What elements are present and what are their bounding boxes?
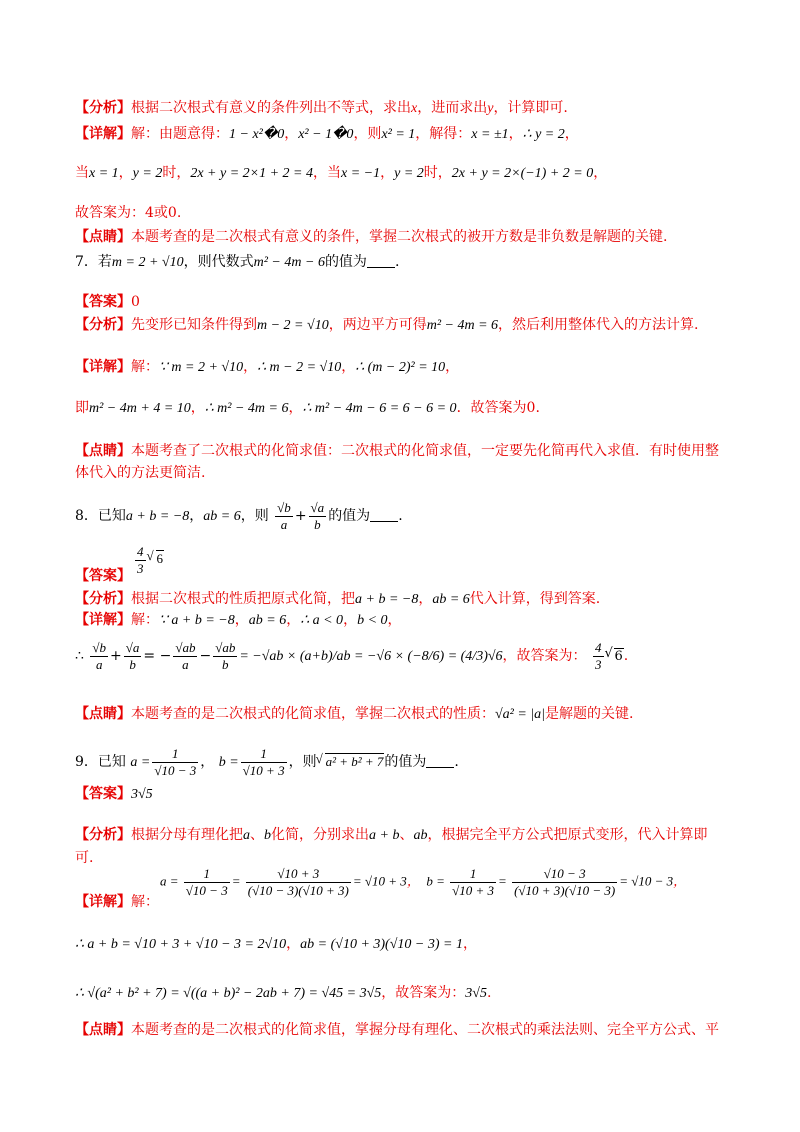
math-ab: ab xyxy=(413,828,428,843)
detail-solve: ，解得： xyxy=(415,126,472,142)
p8-detail: 【详解】解：∵ a + b = −8，ab = 6，∴ a < 0，b < 0， xyxy=(75,612,402,628)
detail-tag: 【详解】 xyxy=(75,612,131,628)
detail-text: 解： xyxy=(131,359,159,375)
math-step1: ∵ m = 2 + √10 xyxy=(159,360,244,375)
math-abs-property: √a² = |a| xyxy=(495,707,546,722)
case1-result: 2x + y = 2×1 + 2 = 4 xyxy=(190,166,314,181)
p8-answer-value xyxy=(133,544,164,577)
question-then: ，则 xyxy=(240,508,269,524)
insight-text: 本题考查的是二次根式的化简求值，掌握分母有理化、二次根式的乘法法则、完全平方公式、平 xyxy=(131,1022,719,1038)
math-step6: ∴ m² − 4m − 6 = 6 − 6 = 0 xyxy=(302,401,457,416)
analysis-mid: ，两边平方可得 xyxy=(328,317,427,333)
rb-frac2: $\frac{√10 - 3}{(√10 + 3)(√10 - 3)}$ xyxy=(514,866,616,898)
p9-question: 9．已知 a = $\frac{1}{√10 - 3}$ ， b = $\frac{1}{√10 + 3}$ ，则√ a² + b² + 7的值为 . xyxy=(75,742,459,783)
sqrt-b-over-a: $\frac{√b}{a}$ xyxy=(277,499,291,532)
frac-a: $\frac{1}{√10 - 3}$ xyxy=(154,745,197,778)
case1-y: y = 2 xyxy=(132,166,163,181)
answer-blank xyxy=(370,507,398,522)
p6-answer-line: 故答案为：4或0. xyxy=(75,205,182,221)
analysis-text-3: ，根据完全平方公式把原式变形，代入计算即 xyxy=(427,827,708,843)
analysis-tag: 【分析】 xyxy=(75,100,131,116)
math-prod-line: ab = (√10 + 3)(√10 − 3) = 1 xyxy=(300,937,463,952)
math-cond2: x² − 1�0 xyxy=(298,127,354,142)
p9-detail xyxy=(75,870,159,910)
detail-then: ，则 xyxy=(353,126,382,142)
math-step4: m² − 4m + 4 = 10 xyxy=(89,401,191,416)
answer-frac xyxy=(135,544,146,577)
question-end: 的值为 xyxy=(324,254,367,270)
math-x: x xyxy=(411,101,418,116)
case1-x: x = 1 xyxy=(89,166,119,181)
math-b: b xyxy=(264,828,271,843)
answer-tag: 【答案】 xyxy=(75,786,131,802)
math-b-eq: b = xyxy=(218,755,239,770)
p7-detail: 【详解】解：∵ m = 2 + √10，∴ m − 2 = √10，∴ (m − 2)² = 10， xyxy=(75,359,460,375)
insight-text: 本题考查的是二次根式有意义的条件，掌握二次根式的被开方数是非负数是解题的关键. xyxy=(131,229,668,245)
analysis-text-2: 化简，分别求出 xyxy=(271,827,369,843)
case1-shi: 时， xyxy=(162,165,191,181)
insight-tag: 【点睛】 xyxy=(75,706,131,722)
math-sum: a + b = −8 xyxy=(125,509,190,524)
math-sum: a + b = −8 xyxy=(355,592,419,607)
calc-answer-text: ，故答案为： xyxy=(502,648,587,664)
math-a-eq: a = xyxy=(130,755,151,770)
question-end: 的值为 xyxy=(384,754,427,770)
case2-when: 当 xyxy=(327,165,342,181)
math-m-def: m = 2 + √10 xyxy=(111,255,184,270)
p7-analysis xyxy=(75,315,698,336)
question-period: . xyxy=(398,508,403,524)
analysis-tag: 【分析】 xyxy=(75,591,131,607)
analysis-mid: ，进而求出 xyxy=(417,100,488,116)
answer-tag: 【答案】 xyxy=(75,568,131,584)
insight-text-1: 本题考查了二次根式的化简求值：二次根式的化简求值，一定要先化简再代入求值．有时使用整 xyxy=(131,443,719,459)
math-step5: ∴ m² − 4m = 6 xyxy=(204,401,289,416)
question-number: 7．若 xyxy=(75,254,112,270)
ra-frac2: $\frac{√10 + 3}{(√10 - 3)(√10 + 3)}$ xyxy=(247,866,349,898)
answer-den: 3 xyxy=(137,561,144,576)
calc-sqrt-a-b: $\frac{√a}{b}$ xyxy=(125,639,140,672)
case2-x: x = −1 xyxy=(341,166,381,181)
math-a-plus-b: a + b xyxy=(369,828,400,843)
p9-final: ∴ √(a² + b² + 7) = √((a + b)² − 2ab + 7) = √45 = 3√5，故答案为：3√5. xyxy=(75,985,492,1001)
math-step3: ∴ a < 0 xyxy=(300,613,344,628)
p8-calc: ∴ $\frac{√b}{a}$ + $\frac{√a}{b}$ = − $\frac{√ab}{a}$ − $\frac{√ab}{b}$ = −√ab × (a+b)/ab = −√6 × (−8/6) = (4/3)√6，故答案为： $\frac{4}{3}$ √ 6. xyxy=(75,636,628,677)
p8-question: 8．已知a + b = −8，ab = 6，则 $\frac{√b}{a}$ + $\frac{√a}{b}$ 的值为 . xyxy=(75,499,403,532)
analysis-sep-2: 、 xyxy=(399,827,414,843)
p6-insight-line xyxy=(75,227,667,247)
case2-result: 2x + y = 2×(−1) + 2 = 0 xyxy=(451,166,594,181)
final-answer-value: 3√5 xyxy=(465,986,487,1001)
math-xval: x = ±1 xyxy=(471,127,509,142)
answer-value: 0 xyxy=(131,294,140,310)
final-answer-text: ，故答案为： xyxy=(381,985,466,1001)
p8-answer xyxy=(75,550,131,584)
p6-analysis-line xyxy=(75,98,568,119)
math-m-minus-2: m − 2 = √10 xyxy=(257,318,329,333)
answer-radical: √ 6 xyxy=(156,550,165,567)
math-y: y xyxy=(487,101,494,116)
answer-num: 4 xyxy=(137,544,144,559)
p7-detail2: 即m² − 4m + 4 = 10，∴ m² − 4m = 6，∴ m² − 4m − 6 = 6 − 6 = 0．故答案为0. xyxy=(75,400,540,416)
p6-case-line: 当x = 1，y = 2时，2x + y = 2×1 + 2 = 4，当x = −1，y = 2时，2x + y = 2×(−1) + 2 = 0， xyxy=(75,165,608,181)
question-end: 的值为 xyxy=(328,508,371,524)
question-number: 8．已知 xyxy=(75,508,126,524)
math-prod: ab = 6 xyxy=(203,509,241,524)
p6-detail-line: 【详解】解：由题意得：1 − x²�0，x² − 1�0，则x² = 1，解得：x = ±1，∴ y = 2， xyxy=(75,126,579,142)
analysis-text-4: 可. xyxy=(75,850,94,866)
analysis-text: 根据二次根式的性质把原式化简，把 xyxy=(131,591,355,607)
insight-text-1: 本题考查的是二次根式的化简求值，掌握二次根式的性质： xyxy=(131,706,495,722)
analysis-text-1: 根据分母有理化把 xyxy=(131,827,243,843)
answer-tag: 【答案】 xyxy=(75,294,131,310)
calc-frac2: $\frac{√ab}{b}$ xyxy=(215,639,236,672)
calc-equation: = −√ab × (a+b)/ab = −√6 × (−8/6) = (4/3)√6 xyxy=(239,649,503,664)
analysis-end: 代入计算，得到答案. xyxy=(469,591,601,607)
detail-text: 解： xyxy=(131,612,159,628)
sqrt-a-over-b: $\frac{√a}{b}$ xyxy=(310,499,325,532)
answer-blank xyxy=(367,253,395,268)
detail-tag: 【详解】 xyxy=(75,126,131,142)
math-square: m² − 4m = 6 xyxy=(426,318,499,333)
p9-analysis xyxy=(75,824,735,869)
insight-tag: 【点睛】 xyxy=(75,1022,131,1038)
sqrt-expr: √ a² + b² + 7 xyxy=(325,753,385,770)
p9-rationalize: a = $\frac{1}{√10 - 3}$ = $\frac{√10 + 3}{(√10 - 3)(√10 + 3)}$ = √10 + 3， b = $\frac{1}{√10 + 3}$ = $\frac{√10 - 3}{(√10 + 3)(√10 - 3)}$ = √10 − 3， xyxy=(160,866,687,898)
detail-tag: 【详解】 xyxy=(75,359,131,375)
p7-answer xyxy=(75,292,140,312)
math-sum-line: ∴ a + b = √10 + 3 + √10 − 3 = 2√10 xyxy=(75,937,287,952)
question-then: ，则 xyxy=(288,754,317,770)
p7-insight xyxy=(75,440,735,484)
math-cond1: 1 − x²�0 xyxy=(229,127,285,142)
math-x2: x² = 1 xyxy=(381,127,416,142)
calc-sqrt-b-a: $\frac{√b}{a}$ xyxy=(92,639,107,672)
math-step3: ∴ (m − 2)² = 10 xyxy=(355,360,446,375)
insight-tag: 【点睛】 xyxy=(75,443,131,459)
detail-end: ．故答案为0. xyxy=(456,400,540,416)
math-a: a xyxy=(243,828,250,843)
rb-frac1: $\frac{1}{√10 + 3}$ xyxy=(452,866,495,898)
analysis-tag: 【分析】 xyxy=(75,827,131,843)
question-period: . xyxy=(394,254,400,270)
answer-value: 3√5 xyxy=(131,787,153,802)
answer-blank xyxy=(426,753,454,768)
detail-text: 解：由题意得： xyxy=(131,126,229,142)
analysis-end: ，计算即可. xyxy=(493,100,568,116)
p8-analysis: 【分析】根据二次根式的性质把原式化简，把a + b = −8，ab = 6代入计算，得到答案. xyxy=(75,591,601,607)
therefore-symbol: ∴ xyxy=(75,648,84,664)
math-prod: ab = 6 xyxy=(432,592,470,607)
math-step2: ∴ m − 2 = √10 xyxy=(257,360,342,375)
detail-text: 解： xyxy=(131,894,159,910)
detail-tag: 【详解】 xyxy=(75,894,131,910)
insight-text-2: 体代入的方法更简洁. xyxy=(75,465,206,481)
case2-y: y = 2 xyxy=(394,166,424,181)
analysis-end: ，然后利用整体代入的方法计算. xyxy=(498,317,699,333)
math-final-line: ∴ √(a² + b² + 7) = √((a + b)² − 2ab + 7) = √45 = 3√5 xyxy=(75,986,382,1001)
question-mid: ，则代数式 xyxy=(183,254,254,270)
analysis-tag: 【分析】 xyxy=(75,317,131,333)
insight-tag: 【点睛】 xyxy=(75,229,131,245)
p7-question xyxy=(75,252,399,273)
insight-text-2: 是解题的关键. xyxy=(545,706,634,722)
detail-ji: 即 xyxy=(75,400,89,416)
math-step4: b < 0 xyxy=(357,613,388,628)
math-step1: ∵ a + b = −8 xyxy=(159,613,235,628)
math-expr: m² − 4m − 6 xyxy=(253,255,325,270)
analysis-text: 先变形已知条件得到 xyxy=(131,317,257,333)
p8-insight xyxy=(75,704,633,725)
calc-answer-radical: √ 6 xyxy=(614,648,624,665)
math-yval: ∴ y = 2 xyxy=(522,127,565,142)
frac-b: $\frac{1}{√10 + 3}$ xyxy=(242,745,285,778)
calc-frac1: $\frac{√ab}{a}$ xyxy=(175,639,196,672)
p9-answer xyxy=(75,784,153,805)
case1-when: 当 xyxy=(75,165,89,181)
question-period: . xyxy=(454,754,459,770)
p9-insight xyxy=(75,1020,719,1040)
p9-sum-prod: ∴ a + b = √10 + 3 + √10 − 3 = 2√10，ab = (√10 + 3)(√10 − 3) = 1， xyxy=(75,936,477,952)
math-step2: ab = 6 xyxy=(248,613,287,628)
analysis-text: 根据二次根式有意义的条件列出不等式，求出 xyxy=(131,100,411,116)
analysis-sep: 、 xyxy=(250,827,264,843)
ra-frac1: $\frac{1}{√10 - 3}$ xyxy=(185,866,228,898)
question-number: 9．已知 xyxy=(75,754,126,770)
case2-shi: 时， xyxy=(423,165,452,181)
calc-answer-frac: $\frac{4}{3}$ xyxy=(595,639,602,672)
